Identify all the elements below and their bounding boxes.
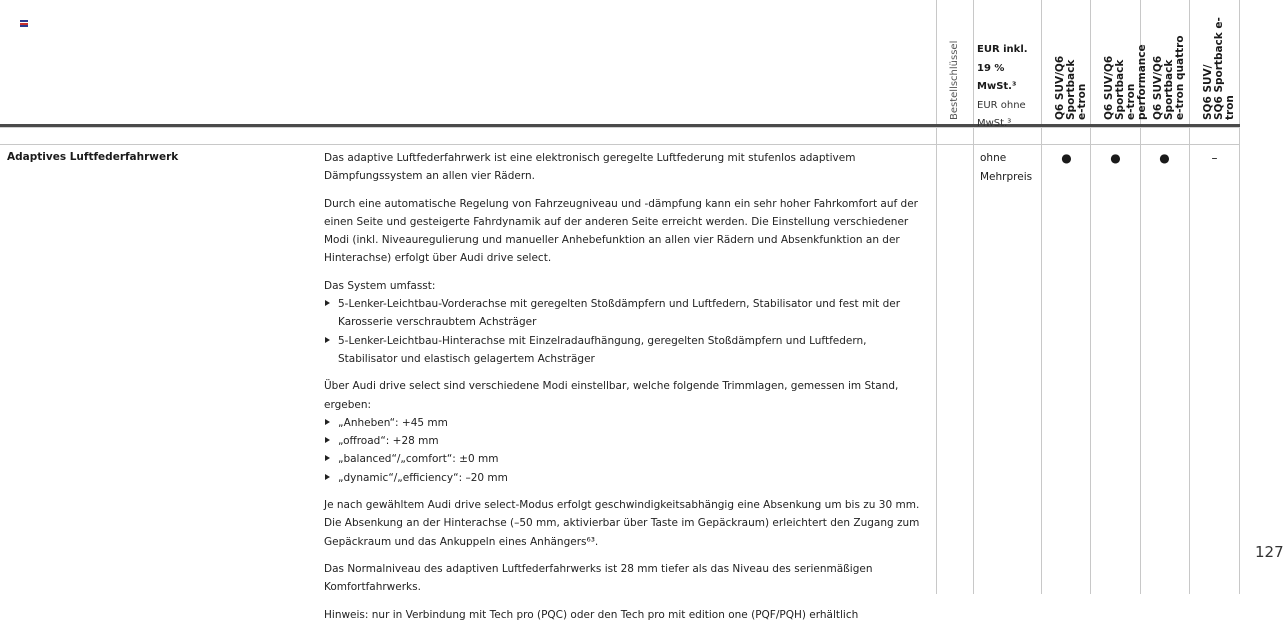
header-rule-thin <box>0 127 1240 128</box>
price-line2: Mehrpreis <box>980 170 1033 183</box>
column-divider <box>1239 0 1240 594</box>
trim-list <box>324 414 929 487</box>
desc-paragraph: Das System umfasst: <box>324 279 436 292</box>
desc-note: Hinweis: nur in Verbindung mit Tech pro (PQC) oder den Tech pro mit edition one (PQF/PQH) erhältlich <box>324 608 859 621</box>
column-divider <box>1189 0 1190 594</box>
availability-standard-dot: ● <box>1159 151 1170 165</box>
desc-paragraph: Das adaptive Luftfederfahrwerk ist eine elektronisch geregelte Luftfederung mit stufenlos adaptivem Dämpfungssystem an allen vier Rädern. <box>324 152 856 183</box>
header-model-3: Q6 SUV/Q6 Sportback e-tron quattro <box>1152 35 1186 120</box>
desc-paragraph: Durch eine automatische Regelung von Fahrzeugniveau und -dämpfung kann ein sehr hoher Fahrkomfort auf der einen Seite und gesteigerte Fahrdynamik auf der anderen Seite erreicht werden. Die Einstellung verschiedener Modi (inkl. Niveauregulierung und manueller Anhebefunktion an allen vier Rädern und Absenkfunktion an der Hinterachse) erfolgt über Audi drive select. <box>324 197 918 265</box>
germany-flag-icon <box>20 20 28 27</box>
column-divider <box>1090 0 1091 594</box>
header-model-1: Q6 SUV/Q6 Sportback e-tron <box>1054 55 1088 120</box>
row-rule <box>0 144 1240 145</box>
availability-not-available: – <box>1211 151 1218 165</box>
price-cell <box>980 149 1038 186</box>
list-item: „balanced“/„comfort“: ±0 mm <box>324 450 929 468</box>
price-line1: ohne <box>980 152 1007 164</box>
header-model-2: Q6 SUV/Q6 Sportback e-tron performance <box>1103 44 1148 120</box>
header-price <box>977 41 1041 134</box>
list-item: 5-Lenker-Leichtbau-Hinterachse mit Einzelradaufhängung, geregelten Stoßdämpfern und Luftfedern, Stabilisator und elastisch gelagertem Achsträger <box>324 332 929 369</box>
feature-description <box>324 149 929 633</box>
column-divider <box>1041 0 1042 594</box>
header-bestellschluessel: Bestellschlüssel <box>949 40 960 120</box>
availability-standard-dot: ● <box>1110 151 1121 165</box>
price-incl-line1: EUR inkl. <box>977 44 1028 55</box>
price-excl-line1: EUR ohne <box>977 99 1026 111</box>
desc-paragraph: Je nach gewähltem Audi drive select-Modus erfolgt geschwindigkeitsabhängig eine Absenkung um bis zu 30 mm. Die Absenkung an der Hinterachse (–50 mm, aktivierbar über Taste im Gepäckraum) erleichtert den Zugang zum Gepäckraum und das Ankuppeln eines Anhängers⁶³. <box>324 499 920 548</box>
page-number: 127 <box>1255 543 1284 561</box>
price-excl-line2: MwSt.³ <box>977 118 1012 129</box>
header-model-4: SQ6 SUV/ SQ6 Sportback e-tron <box>1202 17 1236 120</box>
list-item: 5-Lenker-Leichtbau-Vorderachse mit geregelten Stoßdämpfern und Luftfedern, Stabilisator und fest mit der Karosserie verschraubtem Achsträger <box>324 295 929 332</box>
system-list <box>324 295 929 368</box>
list-item: „dynamic“/„efficiency“: –20 mm <box>324 469 929 487</box>
column-divider <box>973 0 974 594</box>
price-incl-line2: 19 % MwSt.³ <box>977 62 1017 92</box>
desc-paragraph: Über Audi drive select sind verschiedene Modi einstellbar, welche folgende Trimmlagen, gemessen im Stand, ergeben: <box>324 380 899 411</box>
feature-name: Adaptives Luftfederfahrwerk <box>7 151 179 163</box>
column-divider <box>936 0 937 594</box>
availability-standard-dot: ● <box>1061 151 1072 165</box>
desc-paragraph: Das Normalniveau des adaptiven Luftfederfahrwerks ist 28 mm tiefer als das Niveau des serienmäßigen Komfortfahrwerks. <box>324 562 873 594</box>
list-item: „offroad“: +28 mm <box>324 432 929 450</box>
list-item: „Anheben“: +45 mm <box>324 414 929 432</box>
